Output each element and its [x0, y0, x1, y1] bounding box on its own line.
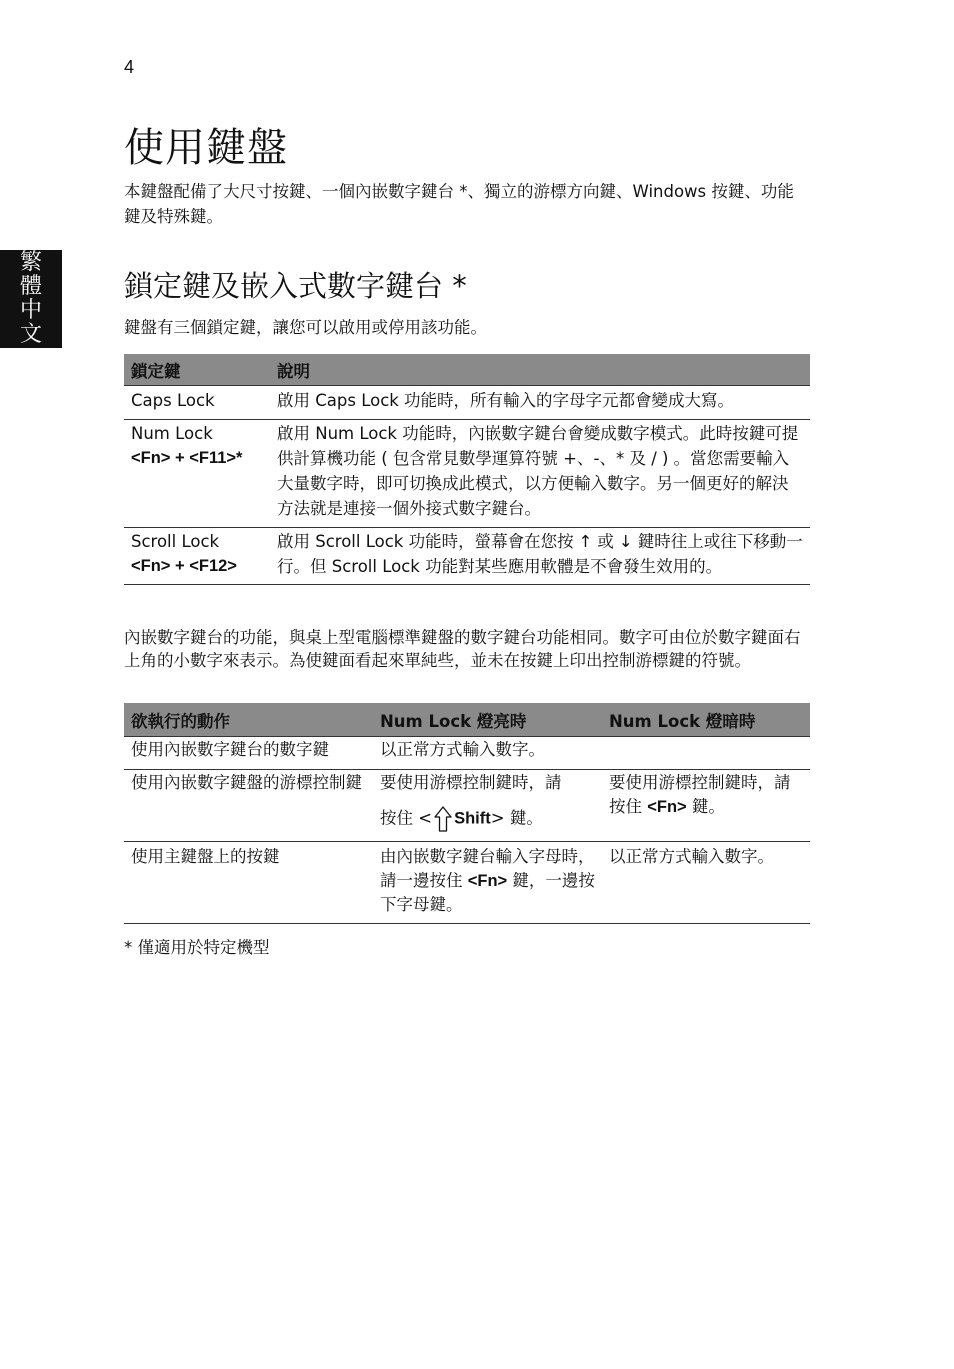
section-title: 鎖定鍵及嵌入式數字鍵台 *: [124, 269, 467, 303]
numlock-on-cell: [373, 842, 602, 924]
language-tab: [0, 250, 62, 348]
language-tab-char: 中: [19, 298, 42, 323]
cell-text: 鍵。: [686, 797, 725, 816]
table-row: [124, 386, 810, 420]
fn-key-label: <Fn>: [647, 798, 687, 816]
lock-keys-table: [124, 354, 810, 585]
table-row: [124, 770, 810, 842]
numlock-off-cell: 以正常方式輸入數字。: [602, 842, 810, 924]
table-row: [124, 842, 810, 924]
description-text: 啟用 Scroll Lock 功能時，螢幕會在您按: [277, 532, 574, 551]
key-combo: <Fn> + <F12>: [131, 557, 237, 575]
table-row: [124, 420, 810, 528]
description-cell: [270, 528, 810, 585]
cell-text: 要使用游標控制鍵時，請按住: [609, 773, 791, 816]
arrow-down-icon: ↓: [618, 532, 633, 551]
table-row: [124, 528, 810, 585]
page-title: 使用鍵盤: [124, 125, 288, 171]
key-cell: [124, 420, 270, 528]
description-cell: 啟用 Caps Lock 功能時，所有輸入的字母字元都會變成大寫。: [270, 386, 810, 420]
key-name: Caps Lock: [131, 391, 215, 410]
footnote: * 僅適用於特定機型: [124, 938, 270, 957]
action-cell: 使用內嵌數字鍵盤的游標控制鍵: [124, 770, 373, 842]
description-cell: 啟用 Num Lock 功能時，內嵌數字鍵台會變成數字模式。此時按鍵可提供計算機功能 ( 包含常見數學運算符號 +、-、* 及 / ) 。當您需要輸入大量數字時，即可切換成此模式，以方便輸入數字。另一個更好的解決方法就是連接一個外接式數字鍵台。: [270, 420, 810, 528]
shift-key-label: Shift: [454, 809, 491, 828]
key-cell: [124, 386, 270, 420]
arrow-up-icon: ↑: [578, 532, 593, 551]
table-header-row: [124, 703, 810, 737]
shift-arrow-icon: [434, 806, 452, 832]
description-text: 鍵時往上或往下移動一行。但 Scroll Lock 功能對某些應用軟體是不會發生效用的。: [277, 532, 803, 576]
intro-paragraph: 本鍵盤配備了大尺寸按鍵、一個內嵌數字鍵台 *、獨立的游標方向鍵、Windows 按鍵、功能鍵及特殊鍵。: [124, 182, 794, 226]
language-tab-char: 體: [19, 274, 42, 299]
key-name: Num Lock: [131, 424, 213, 443]
cell-text: 要使用游標控制鍵時，請: [380, 773, 562, 792]
cell-text: 鍵，一邊按下字母鍵。: [380, 871, 595, 914]
key-name: Scroll Lock: [131, 532, 220, 551]
key-combo: <Fn> + <F11>*: [131, 449, 243, 467]
column-header: 說明: [270, 354, 810, 386]
numpad-actions-table: [124, 703, 810, 924]
cell-text: 按住 <: [380, 808, 433, 828]
numlock-on-cell: [373, 770, 602, 842]
numlock-off-cell: [602, 737, 810, 770]
table-row: [124, 737, 810, 770]
numlock-on-cell: 以正常方式輸入數字。: [373, 737, 602, 770]
cell-text: > 鍵。: [490, 808, 543, 828]
or-text: 或: [597, 532, 614, 551]
language-tab-char: 文: [19, 322, 42, 347]
table-header-row: [124, 354, 810, 386]
key-cell: [124, 528, 270, 585]
action-cell: 使用內嵌數字鍵台的數字鍵: [124, 737, 373, 770]
fn-key-label: <Fn>: [467, 872, 508, 890]
cell-text: 由內嵌數字鍵台輸入字母時，請一邊按住: [380, 847, 595, 890]
numlock-off-cell: [602, 770, 810, 842]
column-header: 欲執行的動作: [124, 703, 373, 737]
action-cell: 使用主鍵盤上的按鍵: [124, 842, 373, 924]
column-header: Num Lock 燈亮時: [373, 703, 602, 737]
page-number: 4: [124, 57, 135, 77]
language-tab-char: 繁: [19, 250, 42, 275]
shift-instruction: [380, 806, 595, 832]
column-header: Num Lock 燈暗時: [602, 703, 810, 737]
numpad-paragraph: 內嵌數字鍵台的功能，與桌上型電腦標準鍵盤的數字鍵台功能相同。數字可由位於數字鍵面右上角的小數字來表示。為使鍵面看起來單純些，並未在按鍵上印出控制游標鍵的符號。: [124, 628, 801, 670]
column-header: 鎖定鍵: [124, 354, 270, 386]
section-intro: 鍵盤有三個鎖定鍵，讓您可以啟用或停用該功能。: [124, 318, 487, 337]
